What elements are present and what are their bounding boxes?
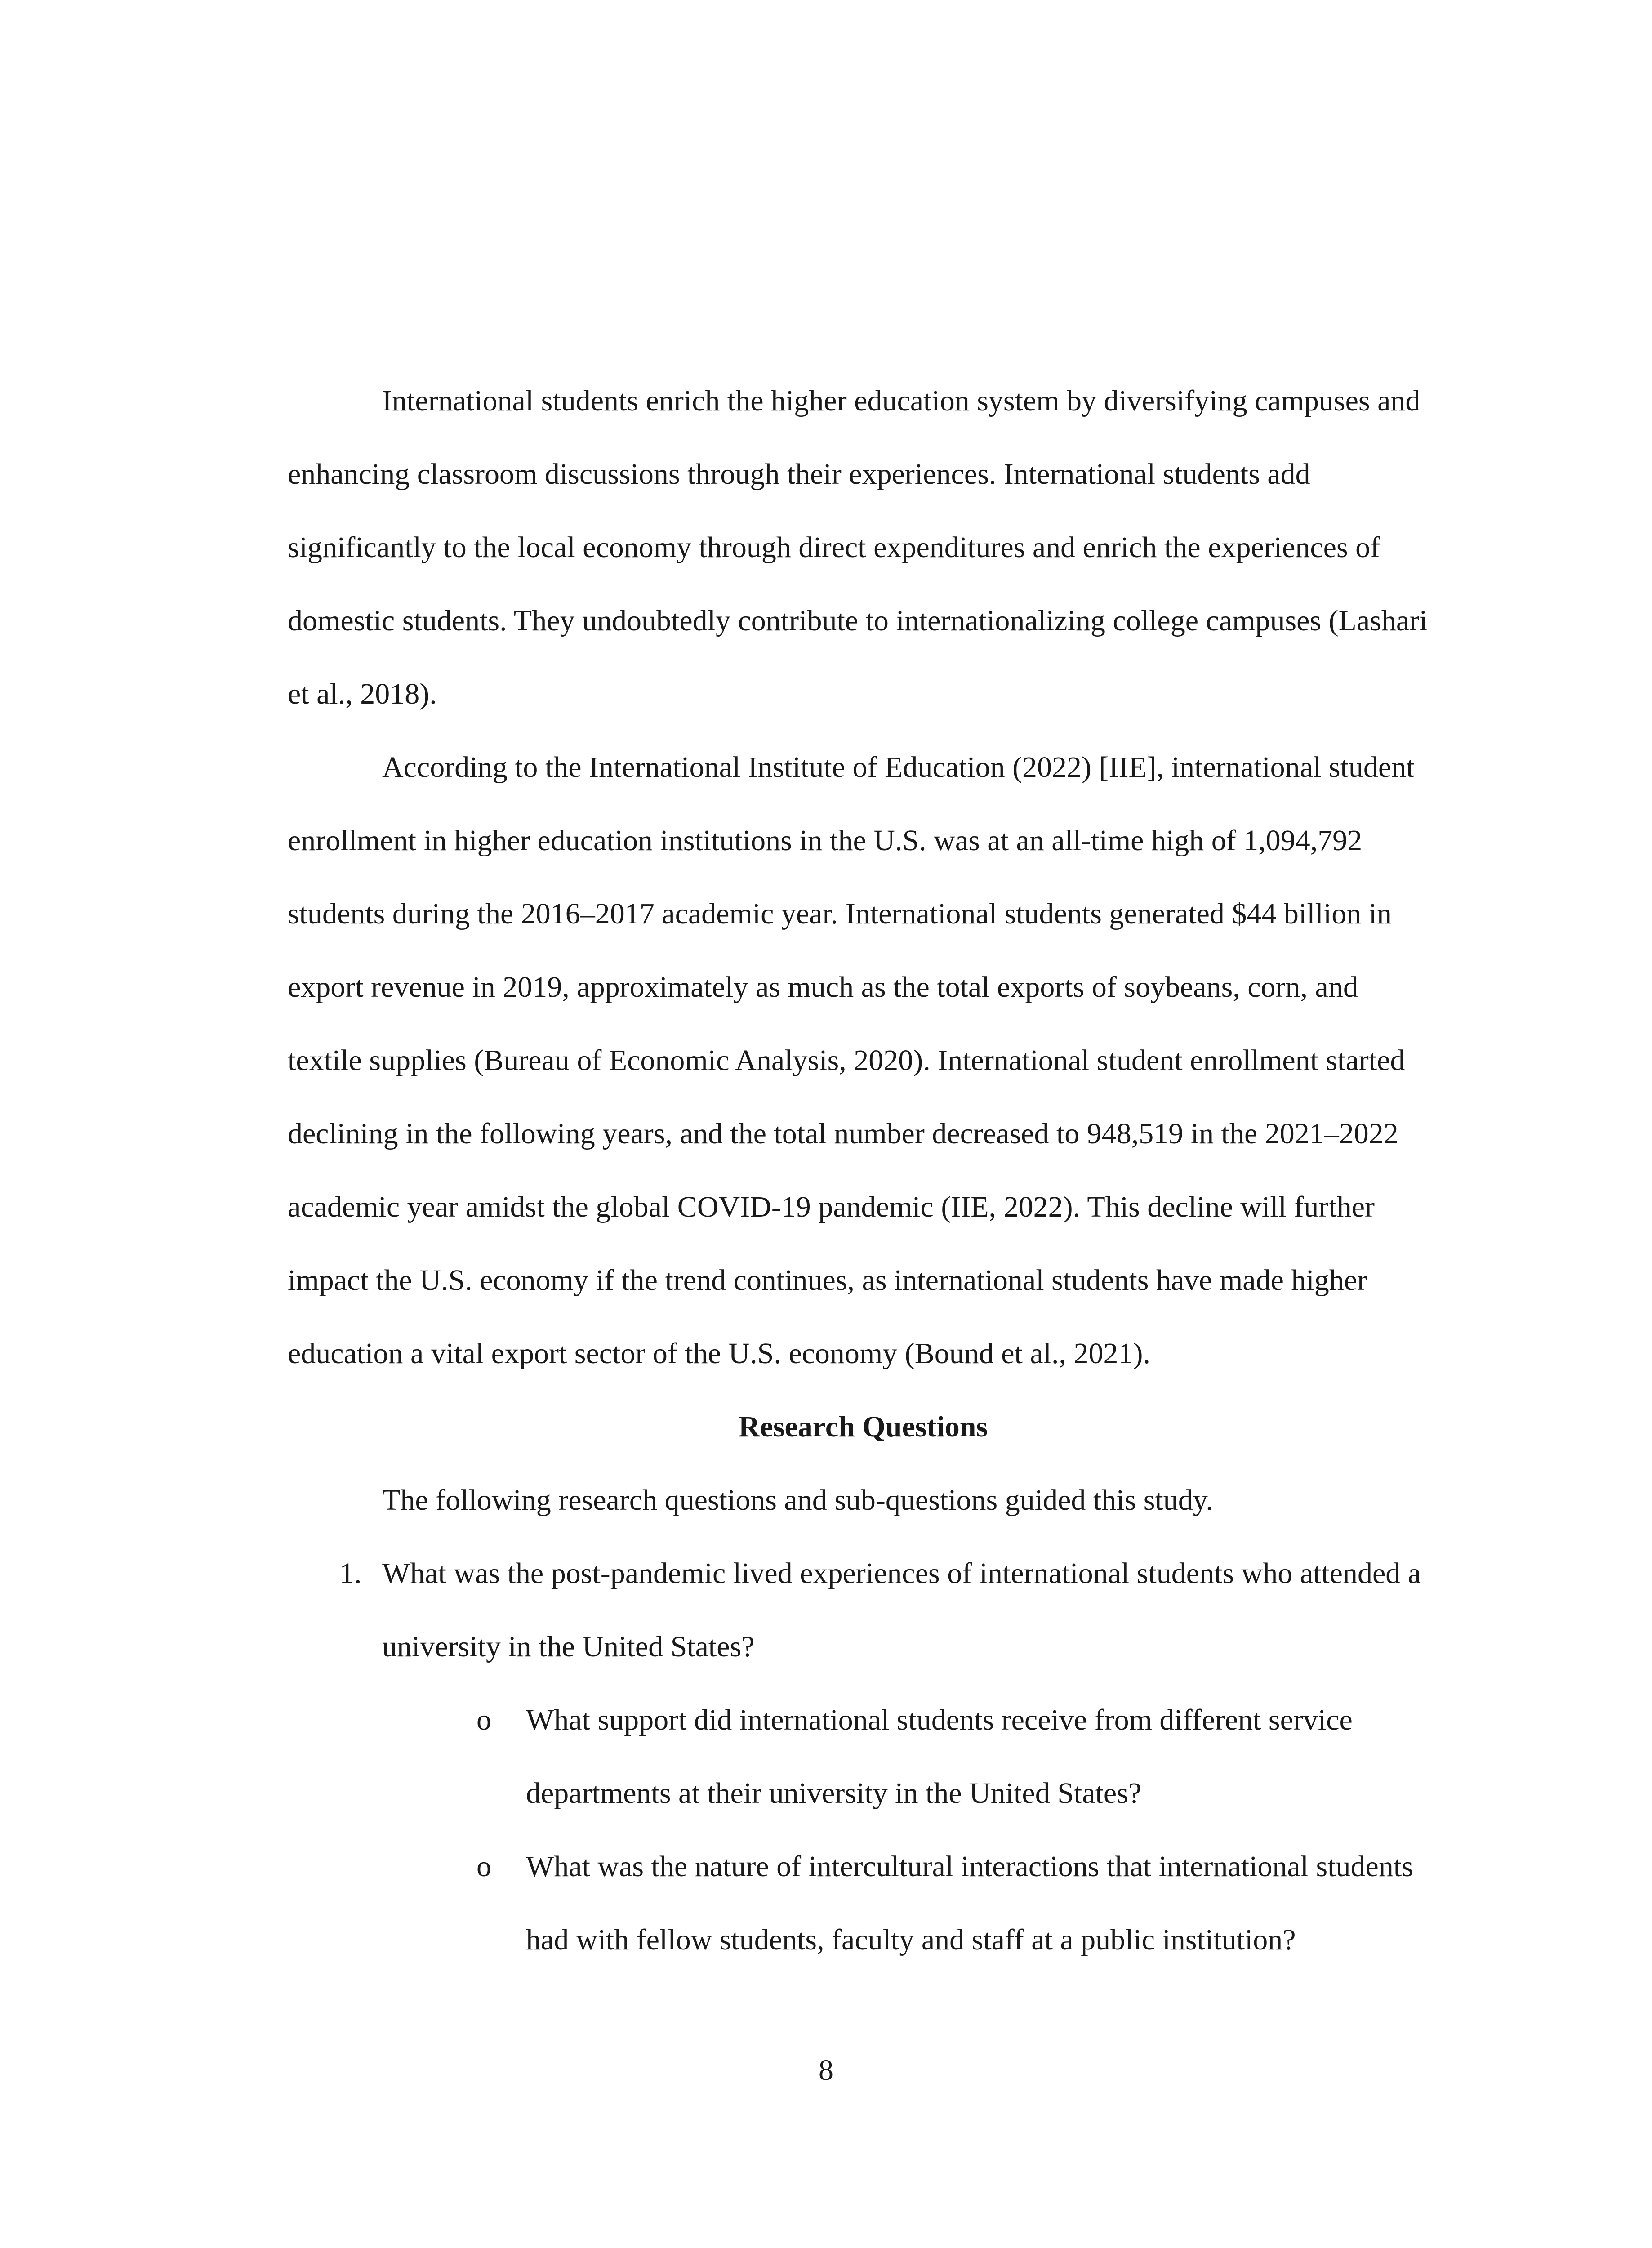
research-question-text: What was the post-pandemic lived experiences of international students who attended a university in the United States?	[382, 1557, 1421, 1663]
sub-question-text: What support did international students receive from different service departments at their university in the United States?	[526, 1704, 1353, 1810]
list-marker: 1.	[339, 1557, 362, 1590]
section-intro: The following research questions and sub-questions guided this study.	[382, 1484, 1213, 1517]
paragraph-enrollment: According to the International Institute of Education (2022) [IIE], international student enrollment in higher education institutions in the U.S. was at an all-time high of 1,094,792 students during the 2016–2017 academic year. International students generated $44 billion in export revenue in 2019, approximately as much as the total exports of soybeans, corn, and textile supplies (Bureau of Economic Analysis, 2020). International student enrollment started declining in the following years, and the total number decreased to 948,519 in the 2021–2022 academic year amidst the global COVID-19 pandemic (IIE, 2022). This decline will further impact the U.S. economy if the trend continues, as international students have made higher education a vital export sector of the U.S. economy (Bound et al., 2021).	[288, 751, 1415, 1370]
body-text	[288, 364, 1438, 1976]
bullet-marker: o	[476, 1704, 491, 1736]
paragraph-international-students: International students enrich the higher education system by diversifying campuses and enhancing classroom discussions through their experiences. International students add significantly to the local economy through direct expenditures and enrich the experiences of domestic students. They undoubtedly contribute to internationalizing college campuses (Lashari et al., 2018).	[288, 384, 1428, 710]
sub-question	[382, 1683, 1438, 1830]
section-heading: Research Questions	[738, 1410, 988, 1443]
page-number: 8	[819, 2054, 833, 2087]
sub-question-list	[382, 1683, 1438, 1976]
sub-question	[382, 1830, 1438, 1976]
research-question	[288, 1537, 1438, 1976]
sub-question-text: What was the nature of intercultural interactions that international students had with fellow students, faculty and staff at a public institution?	[526, 1850, 1413, 1956]
bullet-marker: o	[476, 1850, 491, 1883]
research-question-list	[288, 1537, 1438, 1976]
